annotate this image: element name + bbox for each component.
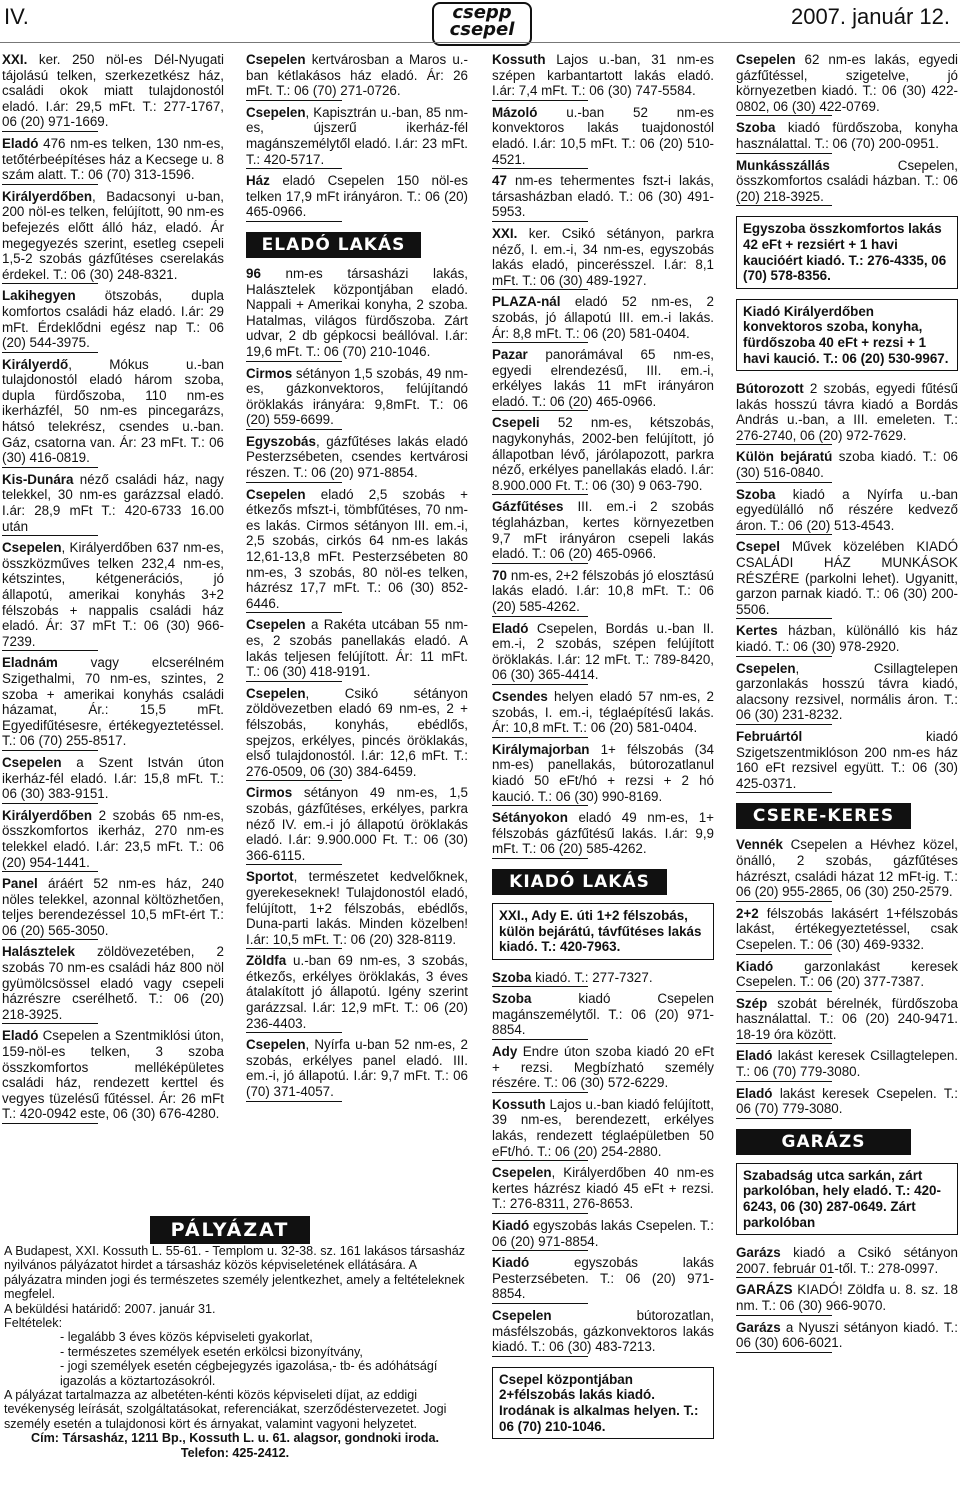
ad-keyword: Kiadó [492, 1218, 530, 1233]
classified-ad [2, 52, 224, 136]
condition-item: - természetes személyek esetén erkölcsi bizonyítvány, [60, 1344, 363, 1359]
ad-keyword: Csepelen [492, 1307, 552, 1323]
ad-keyword: Halásztelek [2, 944, 75, 960]
classified-ad [492, 621, 714, 689]
ad-text: garzonlakást keresek Csepelen. T.: 06 (20) 377-7387. [736, 958, 958, 990]
ad-text: panorámával 65 nm-es, egyedi elrendezésű, III. em.-i, erkélyes lakás 11 mFt irányáron eladó. T.: 06 (20) 465-0966. [492, 347, 714, 409]
ad-keyword: Csepelen [2, 754, 62, 770]
ad-keyword: Csepelen [246, 685, 306, 701]
ad-keyword: Zöldfa [246, 953, 287, 969]
classified-ad [736, 1086, 958, 1123]
ad-text: nm-es tehermentes fszt-i lakás, társasházban eladó. T.: 06 (30) 491-5953. [492, 173, 714, 220]
ad-keyword: Bútorozott [736, 381, 804, 397]
classified-ad [2, 876, 224, 944]
ad-keyword: Csepelen [246, 104, 306, 120]
ad-text: a Rakéta utcában 55 nm-es, 2 szobás panellakás eladó. A lakás teljesen felújított. Ár: 11 mFt. T.: 06 (30) 418-9191. [246, 617, 468, 680]
condition-item: - jogi személyek esetén cégbejegyzés igazolása,- tb- és adóhátságí igazolás a köztartozásokról. [60, 1359, 438, 1388]
classified-ad [2, 540, 224, 655]
ad-keyword: Eladó [2, 1028, 39, 1044]
ad-keyword: Kiadó [736, 958, 774, 974]
ad-keyword: Szoba [492, 991, 532, 1007]
ad-text: u.-ban 52 nm-es konvektoros lakás tuajdonostól eladó. I.ár: 10,5 mFt. T.: 06 (20) 510-4521. [492, 104, 714, 167]
ad-text: III. em.-i 2 szobás téglaházban, kertes környezetben 9,7 mFt irányáron csepeli lakás eladó. T.: 06 (20) 465-0966. [492, 499, 714, 562]
classified-ad [492, 226, 714, 294]
ad-keyword: Kiadó [492, 1255, 530, 1271]
ad-keyword: Királyerdőben [2, 188, 93, 204]
classified-ad [246, 953, 468, 1037]
ad-keyword: Garázs [736, 1245, 781, 1261]
ad-keyword: Csepelen [492, 1165, 552, 1181]
ad-keyword: Szoba [736, 120, 776, 136]
ad-text: , Mókus u.-ban tulajdonostól eladó három szoba, dupla fürdőszoba, 110 nm-es ikerházfél, 50 nm-es pincegarázs, hátsó telekrész, csendes u.-ban. Gáz, csatorna van. Ár: 23 mFt. T.: 06 (30) 416-0819. [2, 356, 224, 466]
ad-text: , Badacsonyi u-ban, 200 nöl-es telken, felújított, 90 nm-es befejezés előtt álló ház, eladó. Ár megegyezés szerint, esetleg csepeli 1,5-2 szobás gázfűtéses cserelakás érdekel. T.: 06 (30) 248-8321. [2, 188, 224, 282]
ad-keyword: 96 [246, 265, 261, 281]
ad-text: szoba kiadó. T.: 06 (30) 516-0840. [736, 449, 958, 481]
ad-text: Lajos u.-ban kiadó felújított, 39 nm-es, berendezett, erkélyes lakás, rendezett téglaépületben 50 eFt/hó. T.: 06 (20) 254-2880. [492, 1096, 714, 1159]
boxed-ad-kiraly-erdo: Kiadó Királyerdőben konvektoros szoba, konyha, fürdőszoba 40 eFt + rezsi + 1 havi kaució. T.: 06 (20) 530-9967. [736, 299, 958, 371]
ad-keyword: Garázs [736, 1319, 781, 1335]
classified-ad [246, 617, 468, 685]
ad-keyword: Szoba [492, 969, 532, 985]
classified-ad [736, 1282, 958, 1319]
classified-ad [246, 785, 468, 869]
ad-text: zöldövezetében, 2 szobás 70 nm-es családi ház 800 nöl gyümölcsössel eladó vagy csepeli házrészre cserélhető. T.: 06 (20) 218-3925. [2, 944, 224, 1022]
classified-ad [736, 539, 958, 623]
ad-keyword: Csepelen [246, 486, 306, 502]
ad-keyword: Királyerdő [2, 356, 69, 372]
classified-ad [492, 105, 714, 173]
classified-ad [736, 837, 958, 905]
classified-ad [492, 970, 714, 992]
classified-ad [492, 810, 714, 863]
classified-ad [736, 449, 958, 486]
palyazat-notice [0, 1216, 470, 1460]
ad-text: a Nyuszi sétányon kiadó. T.: 06 (30) 606-6021. [736, 1319, 958, 1351]
ad-text: vagy elcserélném Szigethalmi, 70 nm-es, szintes, 2 szoba + amerikai konyhás családi házamat, Ár.: 15,5 mFt. Egyedifűtésesre, értékegyeztetéssel. T.: 06 (70) 255-8517. [2, 655, 224, 749]
ad-keyword: Sétányokon [492, 810, 568, 826]
ad-text: sétányon 1,5 szobás, 49 nm-es, gázkonvektoros, felújítandó öröklakás irányára: 9,8mFt. T.: 06 (20) 559-6699. [246, 365, 468, 428]
classified-ad [492, 294, 714, 347]
logo-line1: csepp [452, 2, 512, 23]
ad-text: Endre úton szoba kiadó 20 eFt + rezsi. Megbízható személy részére. T.: 06 (30) 572-6229. [492, 1044, 714, 1091]
ad-keyword: PLAZA-nál [492, 294, 561, 310]
ad-text: Csepelen a Szentmiklósi úton, 159-nöl-es telken, 3 szoba összkomfortos melléképületes családi ház, rendezett kerttel és vegyes tüzelésű fűtéssel. Ár: 26 mFt T.: 420-0942 este, 06 (30) 676-4280. [2, 1028, 224, 1122]
ad-keyword: Királyerdőben [2, 807, 93, 823]
ad-text: 2 szobás, egyedi fűtésű lakás hosszú távra kiadó a Bordás András u.-ban, a III. emeleten. T.: 276-2740, 06 (20) 972-7629. [736, 381, 958, 443]
classified-ad [2, 1028, 224, 1128]
ad-text: eladó 49 nm-es, 1+ félszobás gázfűtésű lakás. I.ár: 9,9 mFt. T.: 06 (20) 585-4262. [492, 810, 714, 857]
category-csere-keres: CSERE-KERES [736, 803, 911, 829]
ad-text: félszobás lakásért 1+félszobás lakást, értékegyeztetéssel, csak Csepelen. T.: 06 (30) 469-9332. [736, 905, 958, 952]
classified-ad [246, 487, 468, 618]
page-header [0, 0, 960, 44]
palyazat-phone: Telefon: 425-2412. [180, 1445, 290, 1460]
classified-ad [2, 472, 224, 540]
classified-ad [246, 686, 468, 786]
ad-keyword: Csendes [492, 688, 548, 704]
column-1 [2, 52, 224, 1128]
ad-text: eladó 2,5 szobás + étkezős mfszt-i, tömbfűtéses, 70 nm-es lakás. Cirmos sétányon III. em.-i, 2,5 szobás, cirkós 64 nm-es lakás 12,61-13,8 mFt. Pesterzsébeten 80 nm-es, 3 szobás, 80 nöl-es telken, házrész 17,7 mFt. T.: 06 (30) 852-6446. [246, 486, 468, 611]
ad-keyword: Gázfűtéses [492, 499, 564, 515]
page-number: IV. [4, 4, 29, 29]
ad-text: u.-ban 69 nm-es, 3 szobás, étkezős, erkélyes öröklakás, 3 éves átalakított jó állapotú. Igény szerint garázzsal. I.ár: 12,9 mFt. T.: 06 (20) 236-4403. [246, 953, 468, 1031]
ad-text: lakást keresek Csepelen. T.: 06 (70) 779-3080. [736, 1085, 958, 1117]
ad-text: , Nyírfa u-ban 52 nm-es, 2 szobás, erkélyes panel eladó. III. em.-i, jó állapotú. I.ár: 9,7 mFt. T.: 06 (70) 371-4057. [246, 1037, 468, 1100]
column-2 [246, 52, 468, 1106]
classified-ad [246, 266, 468, 366]
column-4 [736, 52, 958, 1357]
classified-ad [492, 568, 714, 621]
ad-keyword: Kossuth [492, 52, 546, 67]
ad-text: ker. Csikó sétányon, parkra néző, I. em.-i, 34 nm-es, egyszobás lakás eladó, pincerésszel. I.ár: 8,1 mFt. T.: 06 (30) 489-1927. [492, 225, 714, 288]
classified-ad [2, 288, 224, 356]
classified-ad [736, 381, 958, 449]
ad-keyword: Szép [736, 995, 768, 1011]
ad-text: egyszobás lakás Csepelen. T.: 06 (20) 971-8854. [492, 1218, 714, 1249]
ad-keyword: Csepeli [492, 415, 540, 431]
ad-text: KIADÓ! Zöldfa u. 8. sz. 18 nm. T.: 06 (30) 966-9070. [736, 1282, 958, 1313]
ad-text: ker. 250 nöl-es Dél-Nyugati tájolású telken, szerkezetkész ház, családi okok miatt tulajdonostól eladó. I.ár: 29,5 mFt. T.: 277-1767, 06 (20) 971-1669. [2, 52, 224, 130]
classified-ad [736, 52, 958, 120]
boxed-ad-csepel-kozpont: Csepel központjában 2+félszobás lakás kiadó. Irodának is alkalmas helyen. T.: 06 (70) 210-1046. [492, 1367, 714, 1439]
ad-text: kiadó Szigetszentmiklóson 200 nm-es ház 160 eFt rezsivel együtt. T.: 06 (30) 425-0371. [736, 728, 958, 791]
ad-text: 476 nm-es telken, 130 nm-es, tetőtérbeépítéses ház a Kecsege u. 8 szám alatt. T.: 06 (70) 313-1596. [2, 135, 224, 183]
ad-text: kiadó Csepelen magánszemélytől. T.: 06 (20) 971-8854. [492, 991, 714, 1038]
classified-ad [246, 434, 468, 487]
ad-keyword: Eladó [2, 135, 39, 151]
ad-text: kiadó a Csikó sétányon 2007. február 01-től. T.: 278-0997. [736, 1245, 958, 1276]
classified-ad [492, 347, 714, 415]
ad-keyword: Cirmos [246, 365, 293, 381]
classified-ad [492, 1044, 714, 1097]
classified-ad [492, 1308, 714, 1361]
ad-text: , Csillagtelepen garzonlakás hosszú távra kiadó, alacsony rezsivel, normális áron. T.: 06 (30) 231-8232. [736, 660, 958, 723]
ad-keyword: Munkásszállás [736, 157, 830, 173]
classified-ad [2, 357, 224, 472]
ad-text: a Szent István úton ikerház-fél eladó. I.ár: 15,8 mFt. T.: 06 (30) 383-9151. [2, 754, 224, 802]
ad-text: szobát bérelnék, fürdőszoba használattal. T.: 06 (20) 240-9471. 18-19 óra között. [736, 995, 958, 1042]
classified-ad [736, 1245, 958, 1282]
boxed-ad-egyszoba: Egyszoba összkomfortos lakás 42 eFt + rezsiért + 1 havi kaucióért kiadó. T.: 276-4335, 06 (70) 578-8356. [736, 216, 958, 288]
classified-ad [736, 906, 958, 959]
ad-keyword: Panel [2, 876, 38, 892]
ad-keyword: Kis-Dunára [2, 471, 74, 487]
ad-keyword: 2+2 [736, 905, 759, 921]
ad-keyword: Királymajorban [492, 741, 590, 757]
ad-text: 1+ félszobás (34 nm-es) panellakás, bútorozatlanul kiadó 50 eFt/hó + rezsi + 2 hó kaució. T.: 06 (30) 990-8169. [492, 741, 714, 804]
palyazat-address: Cím: Társasház, 1211 Bp., Kossuth L. u. 61. alagsor, gondnoki iroda. [31, 1431, 439, 1446]
ad-keyword: Eladnám [2, 655, 58, 671]
ad-text: néző családi ház, nagy telekkel, 30 nm-es garázzsal eladó. I.ár: 28,9 mFt T.: 420-6733 16.00 után [2, 471, 224, 534]
ad-keyword: Pazar [492, 347, 528, 363]
ad-text: eladó 52 nm-es, 2 szobás, jó állapotú III. em.-i lakás. Ár: 8,8 mFt. T.: 06 (20) 581-0404. [492, 294, 714, 341]
logo-line2: csepel [449, 19, 515, 40]
classified-ad [736, 996, 958, 1049]
classified-ad [246, 366, 468, 434]
ad-keyword: Szoba [736, 486, 776, 502]
ad-keyword: Eladó [492, 620, 529, 636]
classified-ad [736, 1320, 958, 1357]
palyazat-conditions-heading: Feltételek: [4, 1316, 63, 1331]
ad-text: Lajos u.-ban, 31 nm-es szépen karbantartott lakás eladó. I.ár: 7,4 mFt. T.: 06 (30) 747-5584. [492, 52, 714, 99]
ad-text: ötszobás, dupla komfortos családi ház eladó. I.ár: 29 mFt. Érdeklődni egész nap T.: 06 (20) 544-3975. [2, 288, 224, 351]
ad-text: 2 szobás 65 nm-es, összkomfortos ikerház, 270 nm-es telekkel eladó. I.ár: 23,5 mFt. T.: 06 (20) 954-1441. [2, 807, 224, 870]
ad-keyword: Csepelen [246, 52, 306, 67]
classified-ad [492, 1097, 714, 1165]
ad-keyword: Egyszobás [246, 433, 316, 449]
classified-ad [246, 52, 468, 105]
classified-ad [492, 1255, 714, 1308]
header-divider [0, 42, 960, 43]
ad-keyword: Csepelen [736, 660, 796, 676]
ad-text: 62 nm-es lakás, egyedi gázfűtéssel, szigetelve, jó környezetben kiadó. T.: 06 (30) 422-0802, 06 (30) 422-0769. [736, 52, 958, 114]
ad-text: lakást keresek Csillagtelepen. T.: 06 (70) 779-3080. [736, 1048, 958, 1080]
classified-ad [246, 173, 468, 226]
classified-ad [492, 1165, 714, 1218]
classified-ad [492, 173, 714, 226]
classified-ad [492, 499, 714, 567]
ad-text: nm-es társasházi lakás, Halásztelek központjában eladó. Nappali + Amerikai konyha, 2 szoba. Hatalmas, világos fürdőszoba. Zárt udvar, 2 db gépkocsi beállóval. I.ár: 19,6 mFt. T.: 06 (70) 210-1046. [246, 265, 468, 359]
ad-keyword: Csepelen [246, 1037, 306, 1053]
boxed-ad-ady: XXI., Ady E. úti 1+2 félszobás, külön bejárátú, távfűtéses lakás kiadó. T.: 420-7963. [492, 903, 714, 960]
classified-ad [492, 689, 714, 742]
classified-ad [736, 120, 958, 157]
ad-text: , Királyerdőben 637 nm-es, összközműves telken 232,4 nm-es, kétszintes, kétgenerációs, jó állapotú, amerikai konyhás 3+2 félszobás + nappalis családi ház eladó. Ár: 37 mFt T.: 06 (30) 966-7239. [2, 540, 224, 649]
classified-ad [492, 1218, 714, 1255]
ad-keyword: 47 [492, 173, 507, 189]
classified-ad [492, 52, 714, 105]
ad-text: Csepelen, Bordás u.-ban II. em.-i, 2 szobás, szépen felújított öröklakás. I.ár: 12 mFt. T.: 789-8420, 06 (30) 365-4414. [492, 620, 714, 683]
ad-text: kiadó. T.: 277-7327. [531, 969, 653, 985]
category-elado-lakas: ELADÓ LAKÁS [246, 232, 421, 258]
classified-ad [2, 808, 224, 876]
ad-text: bútorozatlan, másfélszobás, gázkonvektoros lakás kiadó. T.: 06 (30) 483-7213. [492, 1307, 714, 1355]
ad-keyword: Vennék [736, 837, 783, 853]
classified-ad [246, 869, 468, 953]
ad-keyword: Ház [246, 173, 270, 189]
ad-text: áráért 52 nm-es ház, 240 nöles telekkel, azonnal költözhetően, teljes berendezéssel 10,5 mFt-ért T.: 06 (20) 565-3050. [2, 876, 224, 938]
ad-text: egyszobás lakás Pesterzsébeten. T.: 06 (20) 971-8854. [492, 1255, 714, 1302]
ad-keyword: Februártól [736, 728, 803, 744]
classified-ad [2, 944, 224, 1028]
ad-text: Csepelen, összkomfortos családi házban. T.: 06 (20) 218-3925. [736, 157, 958, 204]
ad-keyword: XXI. [2, 52, 28, 67]
ad-keyword: Mázoló [492, 104, 538, 120]
palyazat-content: A pályázat tartalmazza az albetéten-kénti közös képviseleti díjat, az eddigi tevékenység leírását, szolgáltatásokat, referenciákat, szerződéstervezetet. Jogi személy esetén a tulajdonosi kört és árnyakat, valamint vagyoni helyzetet. [4, 1388, 447, 1431]
boxed-ad-szabadsag: Szabadság utca sarkán, zárt parkolóban, hely eladó. T.: 420-6243, 06 (30) 287-0649. Zárt parkolóban [736, 1163, 958, 1235]
ad-text: nm-es, 2+2 félszobás jó elosztású lakás eladó. I.ár: 10,8 mFt. T.: 06 (20) 585-4262. [492, 567, 714, 614]
ad-keyword: Külön bejáratú [736, 449, 833, 465]
ad-text: 52 nm-es, kétszobás, nagykonyhás, 2002-ben felújított, jó állapotban lévő, járólapozott, parkra néző, erkélyes panellakás eladó. I.ár: 8.900.000 Ft. T.: 06 (30) 9 063-790. [492, 415, 714, 493]
palyazat-title: PÁLYÁZAT [150, 1216, 310, 1244]
ad-keyword: Kossuth [492, 1096, 546, 1112]
ad-text: eladó Csepelen 150 nöl-es telken 17,9 mFt irányáron. T.: 06 (20) 465-0966. [246, 173, 468, 220]
ad-text: , gázfűtéses lakás eladó Pesterzsébeten, csendes kertvárosi részen. T.: 06 (20) 971-8854. [246, 433, 468, 481]
issue-date: 2007. január 12. [790, 4, 950, 29]
ad-keyword: Sportot [246, 869, 294, 885]
category-kiado-lakas: KIADÓ LAKÁS [492, 869, 667, 895]
ad-keyword: Eladó [736, 1048, 773, 1064]
palyazat-deadline: A beküldési határidő: 2007. január 31. [4, 1301, 216, 1316]
palyazat-conditions-list [0, 1330, 470, 1388]
ad-keyword: Csepelen [2, 540, 62, 556]
classified-ad [2, 136, 224, 189]
classified-ad [2, 755, 224, 808]
ad-text: kiadó fürdőszoba, konyha használattal. T.: 06 (70) 200-0951. [736, 120, 958, 151]
ad-text: sétányon 49 nm-es, 1,5 szobás, gázfűtéses, erkélyes, parkra néző IV. em.-i jó állapotú öröklakás eladó. I.ár: 9.900.000 Ft. T.: 06 (30) 366-6115. [246, 785, 468, 863]
ad-keyword: Csepelen [736, 52, 796, 67]
ad-keyword: Eladó [736, 1085, 773, 1101]
ad-text: , Királyerdőben 40 nm-es kertes házrész kiadó 45 eFt + rezsi. T.: 276-8311, 276-8653. [492, 1165, 714, 1212]
ad-keyword: Ady [492, 1044, 518, 1060]
classified-ad [736, 1048, 958, 1085]
ad-keyword: Csepelen [246, 617, 306, 633]
ad-keyword: Csepel [736, 539, 780, 555]
classified-ad [736, 487, 958, 540]
classified-ad [492, 415, 714, 499]
ad-text: , Kapisztrán u.-ban, 85 nm-es, újszerű ikerház-fél magánszemélytől eladó. I.ár: 23 mFt. T.: 420-5717. [246, 104, 468, 167]
category-garazs: GARÁZS [736, 1129, 911, 1155]
ad-keyword: Kertes [736, 623, 778, 639]
csepp-csepel-logo [432, 2, 532, 46]
ad-text: helyen eladó 57 nm-es, 2 szobás, I. em.-i, téglaépítésű lakás. Ár: 10,8 mFt. T.: 06 (20) 581-0404. [492, 688, 714, 736]
classified-ad [736, 623, 958, 660]
ad-text: házban, különálló kis ház kiadó. T.: 06 (30) 978-2920. [736, 623, 958, 654]
ad-text: kiadó a Nyírfa u.-ban egyedülálló nő részére kedvező áron. T.: 06 (20) 513-4543. [736, 486, 958, 533]
condition-item: - legalább 3 éves közös képviseleti gyakorlat, [60, 1330, 313, 1345]
ad-keyword: Lakihegyen [2, 288, 76, 304]
ad-text: Művek közelében KIADÓ CSALÁDI HÁZ MUNKÁSOK RÉSZÉRE (parkolni lehet). Ugyanitt, garzon parnak kiadó. T.: 06 (30) 200-5506. [736, 539, 958, 617]
classified-ad [736, 729, 958, 797]
classified-ad [246, 105, 468, 173]
ad-text: kertvárosban a Maros u.-ban kétlakásos ház eladó. Ár: 26 mFt. T.: 06 (70) 271-0726. [246, 52, 468, 99]
classified-ad [736, 158, 958, 211]
palyazat-intro: A Budapest, XXI. Kossuth L. 55-61. - Templom u. 32-38. sz. 161 lakásos társasház nyilvános pályázatot hirdet a társasház közös képviseletének ellátására. A pályázatra minden jogi és természetes személy jelentkezhet, amely a feltételeknek megfelel. [4, 1244, 466, 1302]
ad-keyword: 70 [492, 567, 507, 583]
classified-ad [492, 742, 714, 810]
column-3 [492, 52, 714, 1449]
classified-ad [2, 189, 224, 289]
classified-ad [736, 959, 958, 996]
ad-keyword: XXI. [492, 225, 518, 241]
classified-ad [492, 991, 714, 1044]
ad-keyword: GARÁZS [736, 1282, 793, 1298]
ad-keyword: Cirmos [246, 785, 293, 801]
classified-ad [246, 1037, 468, 1105]
ad-text: , Csikó sétányon zöldövezetben eladó 69 nm-es, 2 + félszobás, konyhás, ebédlős, spejzos, erkélyes, pincés öröklakás, első tulajdonostól. I.ár: 12,6 mFt. T.: 276-0509, 06 (30) 384-6459. [246, 685, 468, 779]
ad-text: Csepelen a Hévhez közel, önálló, 2 szobás, gázfűtéses házrészt, családi házat 12 mFt-ig. T.: 06 (20) 955-2865, 06 (30) 250-2579. [736, 837, 958, 900]
classified-ad [2, 655, 224, 755]
classified-ad [736, 661, 958, 729]
ad-text: , természetet kedvelőknek, gyerekeseknek! Tulajdonostól eladó, felújított, 1+2 félszobás, ebédlős, Duna-parti lakás. Minden közelben! I.ár: 10,5 mFt. T.: 06 (20) 328-8119. [246, 869, 468, 947]
